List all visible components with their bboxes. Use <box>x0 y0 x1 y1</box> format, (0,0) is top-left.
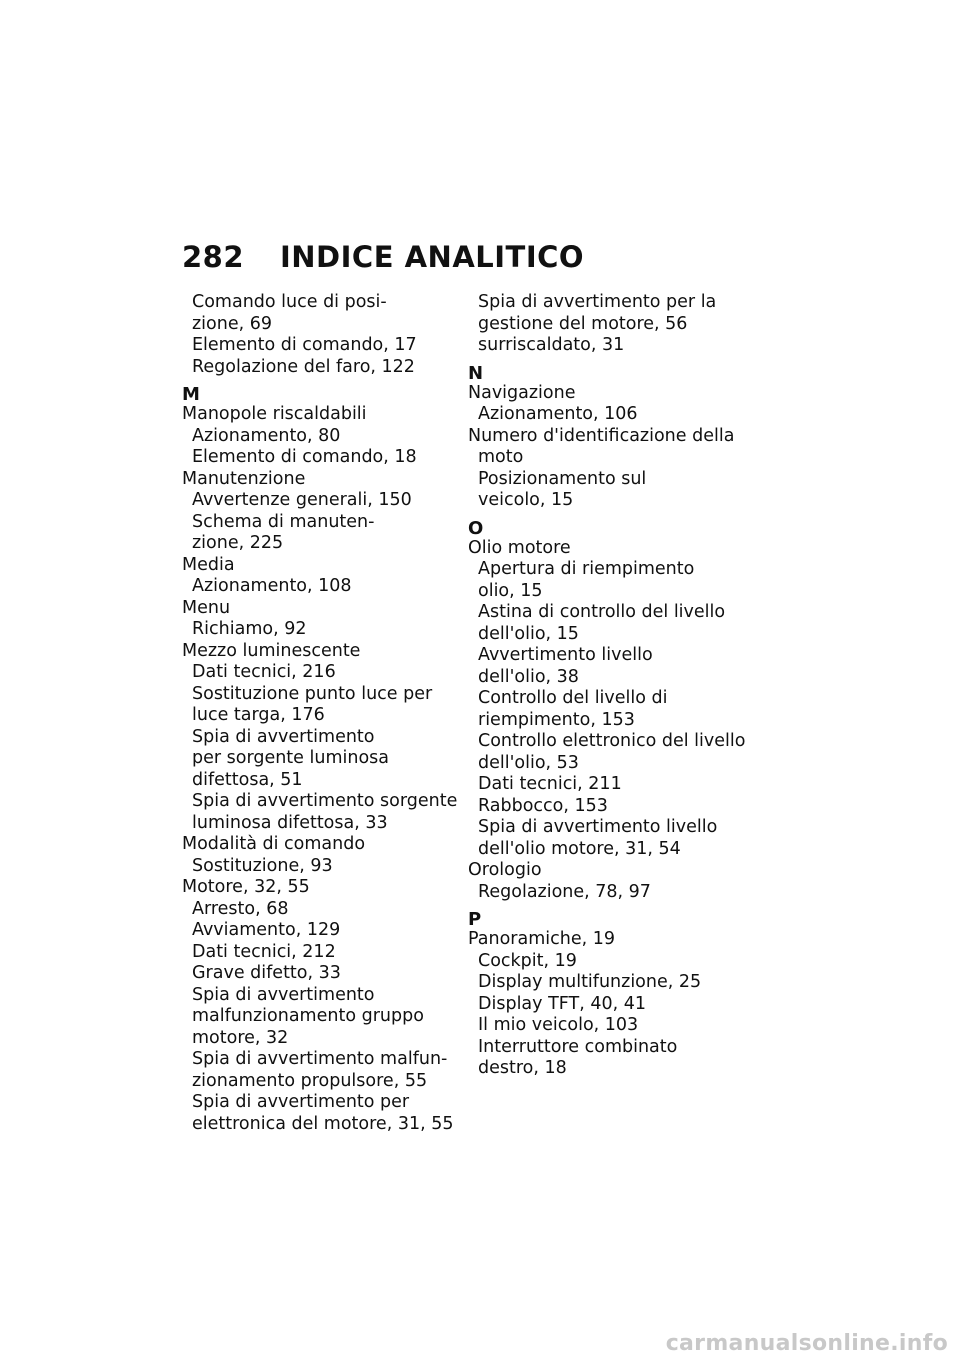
section-letter: N <box>468 362 484 384</box>
index-subentry: Display multifunzione, 25 <box>478 972 702 992</box>
index-subentry: Sostituzione punto luce per <box>192 683 433 704</box>
index-subentry: gestione del motore, 56 <box>478 313 688 334</box>
index-subentry: Spia di avvertimento <box>192 984 375 1005</box>
index-subentry: zione, 69 <box>192 313 273 334</box>
index-subentry: luce targa, 176 <box>192 705 325 725</box>
index-subentry: Cockpit, 19 <box>478 950 577 971</box>
index-subentry: difettosa, 51 <box>192 769 303 790</box>
index-subentry: dell'olio motore, 31, 54 <box>478 838 681 859</box>
index-subentry: elettronica del motore, 31, 55 <box>192 1113 454 1134</box>
index-subentry: Il mio veicolo, 103 <box>478 1015 639 1035</box>
index-subentry: riempimento, 153 <box>478 709 635 730</box>
index-subentry: Avvertenze generali, 150 <box>192 490 412 510</box>
index-subentry: Posizionamento sul <box>478 468 647 489</box>
index-subentry: Dati tecnici, 212 <box>192 941 336 962</box>
index-subentry: Astina di controllo del livello <box>478 602 726 622</box>
index-entry: Numero d'identificazione della <box>468 425 735 446</box>
index-subentry: Richiamo, 92 <box>192 619 307 639</box>
index-subentry: Regolazione, 78, 97 <box>478 881 651 902</box>
index-subentry: Avvertimento livello <box>478 645 653 665</box>
index-subentry: Spia di avvertimento malfun- <box>192 1049 448 1069</box>
index-subentry: surriscaldato, 31 <box>478 335 625 355</box>
index-subentry: Spia di avvertimento livello <box>478 817 718 837</box>
index-subentry: Spia di avvertimento sorgente <box>192 791 458 811</box>
page-number: 282 <box>182 240 245 274</box>
index-entry: Navigazione <box>468 382 576 403</box>
index-subentry: luminosa difettosa, 33 <box>192 812 388 833</box>
index-subentry: dell'olio, 53 <box>478 752 579 773</box>
index-subentry: Apertura di riempimento <box>478 559 695 579</box>
index-subentry: dell'olio, 15 <box>478 623 579 644</box>
section-letter: P <box>468 909 482 930</box>
index-entry: Modalità di comando <box>182 834 366 854</box>
index-subentry: zionamento propulsore, 55 <box>192 1070 428 1091</box>
index-entry: Manutenzione <box>182 468 306 489</box>
section-letter: M <box>182 384 200 405</box>
index-subentry: Regolazione del faro, 122 <box>192 356 415 377</box>
page-header <box>182 240 584 274</box>
index-subentry: Elemento di comando, 17 <box>192 335 417 355</box>
index-subentry: Spia di avvertimento per la <box>478 292 717 312</box>
watermark: carmanualsonline.info <box>665 1331 948 1356</box>
index-subentry: Avviamento, 129 <box>192 920 341 940</box>
index-subentry: Dati tecnici, 216 <box>192 662 336 682</box>
page-title: INDICE ANALITICO <box>280 240 585 274</box>
section-letter: O <box>468 517 484 539</box>
index-subentry: veicolo, 15 <box>478 490 574 510</box>
index-subentry: destro, 18 <box>478 1058 567 1078</box>
index-subentry: Grave difetto, 33 <box>192 963 341 983</box>
index-subentry: Spia di avvertimento <box>192 726 375 747</box>
index-subentry: Elemento di comando, 18 <box>192 447 417 467</box>
index-entry: Menu <box>182 597 231 618</box>
index-subentry: Rabbocco, 153 <box>478 795 608 816</box>
index-subentry: dell'olio, 38 <box>478 666 579 687</box>
index-entry: Manopole riscaldabili <box>182 404 367 424</box>
index-subentry: Azionamento, 108 <box>192 576 352 596</box>
index-subentry: zione, 225 <box>192 533 284 553</box>
index-subentry: Comando luce di posi- <box>192 292 387 312</box>
index-subentry: Spia di avvertimento per <box>192 1092 410 1112</box>
index-entry: Panoramiche, 19 <box>468 929 615 949</box>
index-subentry: Azionamento, 80 <box>192 425 341 446</box>
index-subentry: Interruttore combinato <box>478 1036 678 1057</box>
index-subentry: malfunzionamento gruppo <box>192 1006 424 1026</box>
index-subentry: Azionamento, 106 <box>478 404 638 424</box>
index-subentry: Controllo elettronico del livello <box>478 731 746 751</box>
index-entry: Motore, 32, 55 <box>182 877 310 897</box>
index-subentry: Dati tecnici, 211 <box>478 774 622 794</box>
index-subentry: moto <box>478 447 524 467</box>
index-column-right <box>468 292 744 1080</box>
index-subentry: per sorgente luminosa <box>192 748 390 768</box>
index-subentry: Schema di manuten- <box>192 511 375 532</box>
index-subentry: Controllo del livello di <box>478 688 668 708</box>
index-subentry: Arresto, 68 <box>192 898 289 919</box>
index-entry: Mezzo luminescente <box>182 640 361 661</box>
index-subentry: olio, 15 <box>478 580 543 601</box>
index-subentry: motore, 32 <box>192 1027 289 1048</box>
index-subentry: Display TFT, 40, 41 <box>478 993 646 1014</box>
index-column-left <box>182 292 458 1135</box>
index-subentry: Sostituzione, 93 <box>192 855 333 876</box>
index-entry: Olio motore <box>468 537 571 558</box>
index-entry: Media <box>182 554 235 575</box>
index-entry: Orologio <box>468 860 542 880</box>
